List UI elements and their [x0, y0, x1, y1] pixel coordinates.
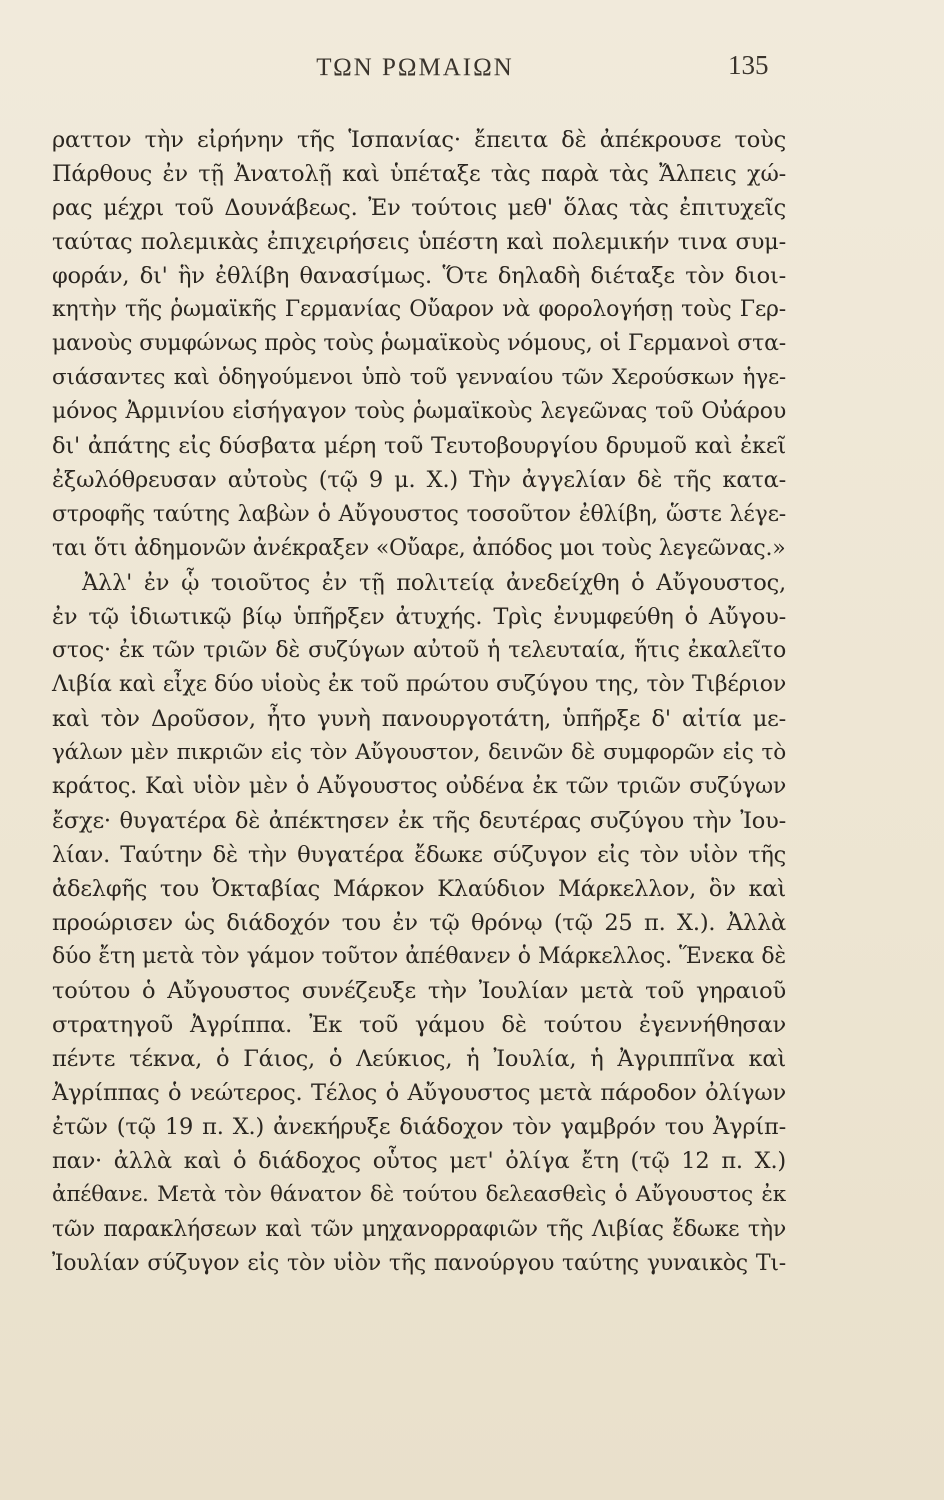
body-text [52, 123, 786, 1281]
text-line: προώρισεν ὡς διάδοχόν του ἐν τῷ θρόνῳ (τῷ 25 π. Χ.). Ἀλλὰ [52, 910, 786, 937]
text-line: Ἰουλίαν σύζυγον εἰς τὸν υἱὸν τῆς πανούργου ταύτης γυναικὸς Τι- [52, 1250, 786, 1276]
text-line: ἐν τῷ ἰδιωτικῷ βίῳ ὑπῆρξεν ἀτυχής. Τρὶς ἐνυμφεύθη ὁ Αὔγου- [52, 603, 786, 630]
text-line: τῶν παρακλήσεων καὶ τῶν μηχανορραφιῶν τῆς Λιβίας ἔδωκε τὴν [52, 1216, 786, 1242]
text-line: Ἀλλ' ἐν ᾧ τοιοῦτος ἐν τῇ πολιτείᾳ ἀνεδείχθη ὁ Αὔγουστος, [82, 569, 786, 596]
text-line: παν· ἀλλὰ καὶ ὁ διάδοχος οὗτος μετ' ὀλίγα ἔτη (τῷ 12 π. Χ.) [52, 1148, 786, 1175]
text-line: πέντε τέκνα, ὁ Γάιος, ὁ Λεύκιος, ἡ Ἰουλία, ἡ Ἀγριππῖνα καὶ [52, 1046, 786, 1073]
text-line: κράτος. Καὶ υἱὸν μὲν ὁ Αὔγουστος οὐδένα ἐκ τῶν τριῶν συζύγων [52, 773, 786, 799]
text-line: ταύτας πολεμικὰς ἐπιχειρήσεις ὑπέστη καὶ πολεμικήν τινα συμ- [52, 229, 786, 256]
text-line: Λιβία καὶ εἶχε δύο υἱοὺς ἐκ τοῦ πρώτου συζύγου της, τὸν Τιβέριον [52, 671, 786, 697]
text-line: δι' ἀπάτης εἰς δύσβατα μέρη τοῦ Τευτοβουργίου δρυμοῦ καὶ ἐκεῖ [52, 433, 786, 460]
text-line: στροφῆς ταύτης λαβὼν ὁ Αὔγουστος τοσοῦτον ἐθλίβη, ὥστε λέγε- [52, 501, 786, 527]
text-line: ἔσχε· θυγατέρα δὲ ἀπέκτησεν ἐκ τῆς δευτέρας συζύγου τὴν Ἰου- [52, 807, 786, 834]
text-line: ραττον τὴν εἰρήνην τῆς Ἱσπανίας· ἔπειτα δὲ ἀπέκρουσε τοὺς [52, 127, 786, 153]
text-line: τούτου ὁ Αὔγουστος συνέζευξε τὴν Ἰουλίαν μετὰ τοῦ γηραιοῦ [52, 978, 786, 1005]
text-line: κητὴν τῆς ῥωμαϊκῆς Γερμανίας Οὔαρον νὰ φορολογήσῃ τοὺς Γερ- [52, 297, 786, 323]
running-title: ΤΩΝ ΡΩΜΑΙΩΝ [316, 54, 514, 81]
text-line: Ἀγρίππας ὁ νεώτερος. Τέλος ὁ Αὔγουστος μετὰ πάροδον ὀλίγων [52, 1080, 786, 1107]
text-line: στος· ἐκ τῶν τριῶν δὲ συζύγων αὐτοῦ ἡ τελευταία, ἥτις ἐκαλεῖτο [52, 637, 786, 663]
text-line: ἐξωλόθρευσαν αὐτοὺς (τῷ 9 μ. Χ.) Τὴν ἀγγελίαν δὲ τῆς κατα- [52, 467, 786, 494]
text-line: καὶ τὸν Δροῦσον, ἦτο γυνὴ πανουργοτάτη, ὑπῆρξε δ' αἰτία με- [52, 705, 786, 732]
text-line: ἀπέθανε. Μετὰ τὸν θάνατον δὲ τούτου δελεασθεὶς ὁ Αὔγουστος ἐκ [52, 1182, 786, 1208]
text-line: σιάσαντες καὶ ὁδηγούμενοι ὑπὸ τοῦ γενναίου τῶν Χερούσκων ἡγε- [52, 365, 786, 391]
text-line: ται ὅτι ἀδημονῶν ἀνέκραξεν «Οὔαρε, ἀπόδος μοι τοὺς λεγεῶνας.» [52, 535, 786, 561]
text-line: στρατηγοῦ Ἀγρίππα. Ἐκ τοῦ γάμου δὲ τούτου ἐγεννήθησαν [52, 1012, 786, 1039]
text-line: δύο ἔτη μετὰ τὸν γάμον τοῦτον ἀπέθανεν ὁ Μάρκελλος. Ἕνεκα δὲ [52, 944, 786, 970]
text-line: Πάρθους ἐν τῇ Ἀνατολῇ καὶ ὑπέταξε τὰς παρὰ τὰς Ἄλπεις χώ- [52, 161, 786, 188]
text-line: μόνος Ἀρμινίου εἰσήγαγον τοὺς ῥωμαϊκοὺς λεγεῶνας τοῦ Οὐάρου [52, 399, 786, 425]
text-line: ἐτῶν (τῷ 19 π. Χ.) ἀνεκήρυξε διάδοχον τὸν γαμβρόν του Ἀγρίπ- [52, 1114, 786, 1141]
text-line: γάλων μὲν πικριῶν εἰς τὸν Αὔγουστον, δεινῶν δὲ συμφορῶν εἰς τὸ [52, 739, 786, 765]
text-line: φοράν, δι' ἣν ἐθλίβη θανασίμως. Ὅτε δηλαδὴ διέταξε τὸν διοι- [52, 263, 786, 290]
text-line: μανοὺς συμφώνως πρὸς τοὺς ῥωμαϊκοὺς νόμους, οἱ Γερμανοὶ στα- [52, 331, 786, 357]
text-line: ρας μέχρι τοῦ Δουνάβεως. Ἐν τούτοις μεθ' ὅλας τὰς ἐπιτυχεῖς [52, 195, 786, 222]
text-line: ἀδελφῆς του Ὀκταβίας Μάρκον Κλαύδιον Μάρκελλον, ὃν καὶ [52, 876, 786, 903]
text-line: λίαν. Ταύτην δὲ τὴν θυγατέρα ἔδωκε σύζυγον εἰς τὸν υἱὸν τῆς [52, 841, 786, 868]
page-number: 135 [728, 50, 769, 80]
